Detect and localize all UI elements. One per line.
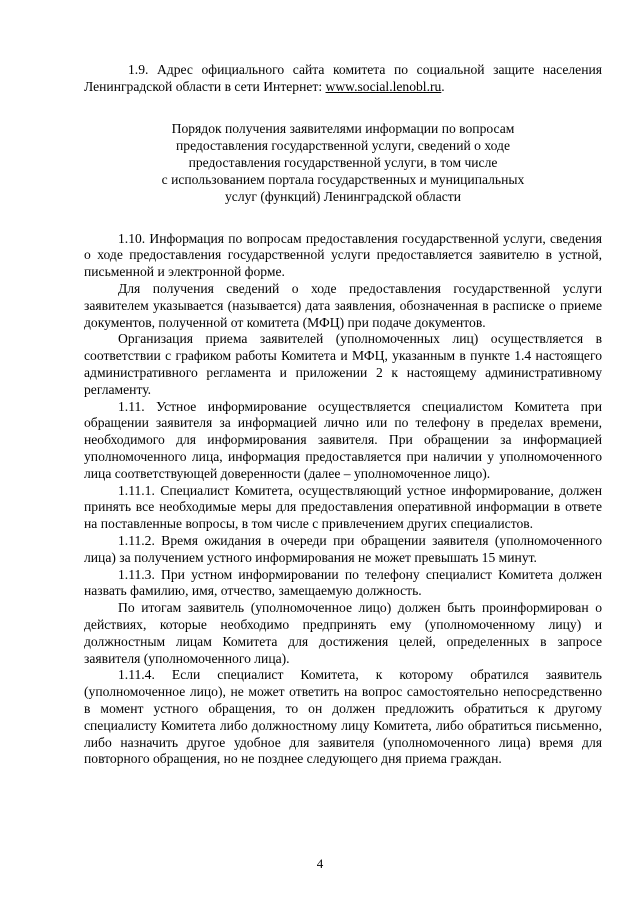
section-heading — [84, 120, 602, 205]
paragraph-1-10: 1.10. Информация по вопросам предоставления государственной услуги, сведения о ходе предоставления государственной услуги предоставляется заявителю в устной, письменной и электронной форме. — [84, 230, 602, 280]
paragraph-results: По итогам заявитель (уполномоченное лицо) должен быть проинформирован о действиях, которые необходимо предпринять ему (уполномоченному лицу) и должностным лицам Комитета для достижения целей, определенных в запросе заявителя (уполномоченного лица). — [84, 600, 602, 666]
heading-line: услуг (функций) Ленинградской области — [225, 188, 461, 204]
paragraph-1-11-1: 1.11.1. Специалист Комитета, осуществляющий устное информирование, должен принять все необходимые меры для предоставления оперативной информации в ответе на поставленные вопросы, в том числе с привлечением других специалистов. — [84, 482, 602, 532]
heading-line: с использованием портала государственных и муниципальных — [161, 171, 525, 187]
paragraph-1-9 — [84, 62, 602, 96]
paragraph-1-9-number: 1.9. — [128, 62, 149, 77]
heading-line: предоставления государственной услуги, сведений о ходе — [176, 137, 510, 153]
paragraph-1-11-3: 1.11.3. При устном информировании по телефону специалист Комитета должен назвать фамилию, имя, отчество, замещаемую должность. — [84, 566, 602, 599]
page-number: 4 — [316, 856, 324, 871]
heading-line: предоставления государственной услуги, в том числе — [188, 154, 498, 170]
paragraph-reception: Организация приема заявителей (уполномоченных лиц) осуществляется в соответствии с графиком работы Комитета и МФЦ, указанным в пункте 1.4 настоящего административного регламента и приложении 2 к настоящему административному регламенту. — [84, 331, 602, 397]
paragraph-status-info: Для получения сведений о ходе предоставления государственной услуги заявителем указывается (называется) дата заявления, обозначенная в расписке о приеме документов, полученной от комитета (МФЦ) при подаче документов. — [84, 280, 602, 330]
paragraph-1-11-2: 1.11.2. Время ожидания в очереди при обращении заявителя (уполномоченного лица) за получением устного информирования не может превышать 15 минут. — [84, 532, 602, 565]
paragraph-1-11-4: 1.11.4. Если специалист Комитета, к которому обратился заявитель (уполномоченное лицо), не может ответить на вопрос самостоятельно непосредственно в момент устного обращения, то он должен предложить обратиться к другому специалисту Комитета либо должностному лицу Комитета, либо обратиться письменно, либо назначить другое удобное для заявителя (уполномоченного лица) время для повторного обращения, но не позднее следующего дня приема граждан. — [84, 667, 602, 767]
paragraph-1-9-text: Адрес официального сайта комитета по социальной защите населения Ленинградской области в сети Интернет: — [84, 62, 602, 94]
website-link[interactable]: www.social.lenobl.ru — [325, 78, 442, 94]
paragraph-1-9-end: . — [441, 78, 445, 94]
document-body — [84, 62, 602, 768]
paragraph-1-11: 1.11. Устное информирование осуществляется специалистом Комитета при обращении заявителя за информацией лично или по телефону в пределах времени, необходимого для информирования заявителя. При обращении за информацией уполномоченного лица, информация предоставляется при наличии у уполномоченного лица соответствующей доверенности (далее – уполномоченное лицо). — [84, 398, 602, 481]
heading-line: Порядок получения заявителями информации по вопросам — [171, 120, 515, 136]
